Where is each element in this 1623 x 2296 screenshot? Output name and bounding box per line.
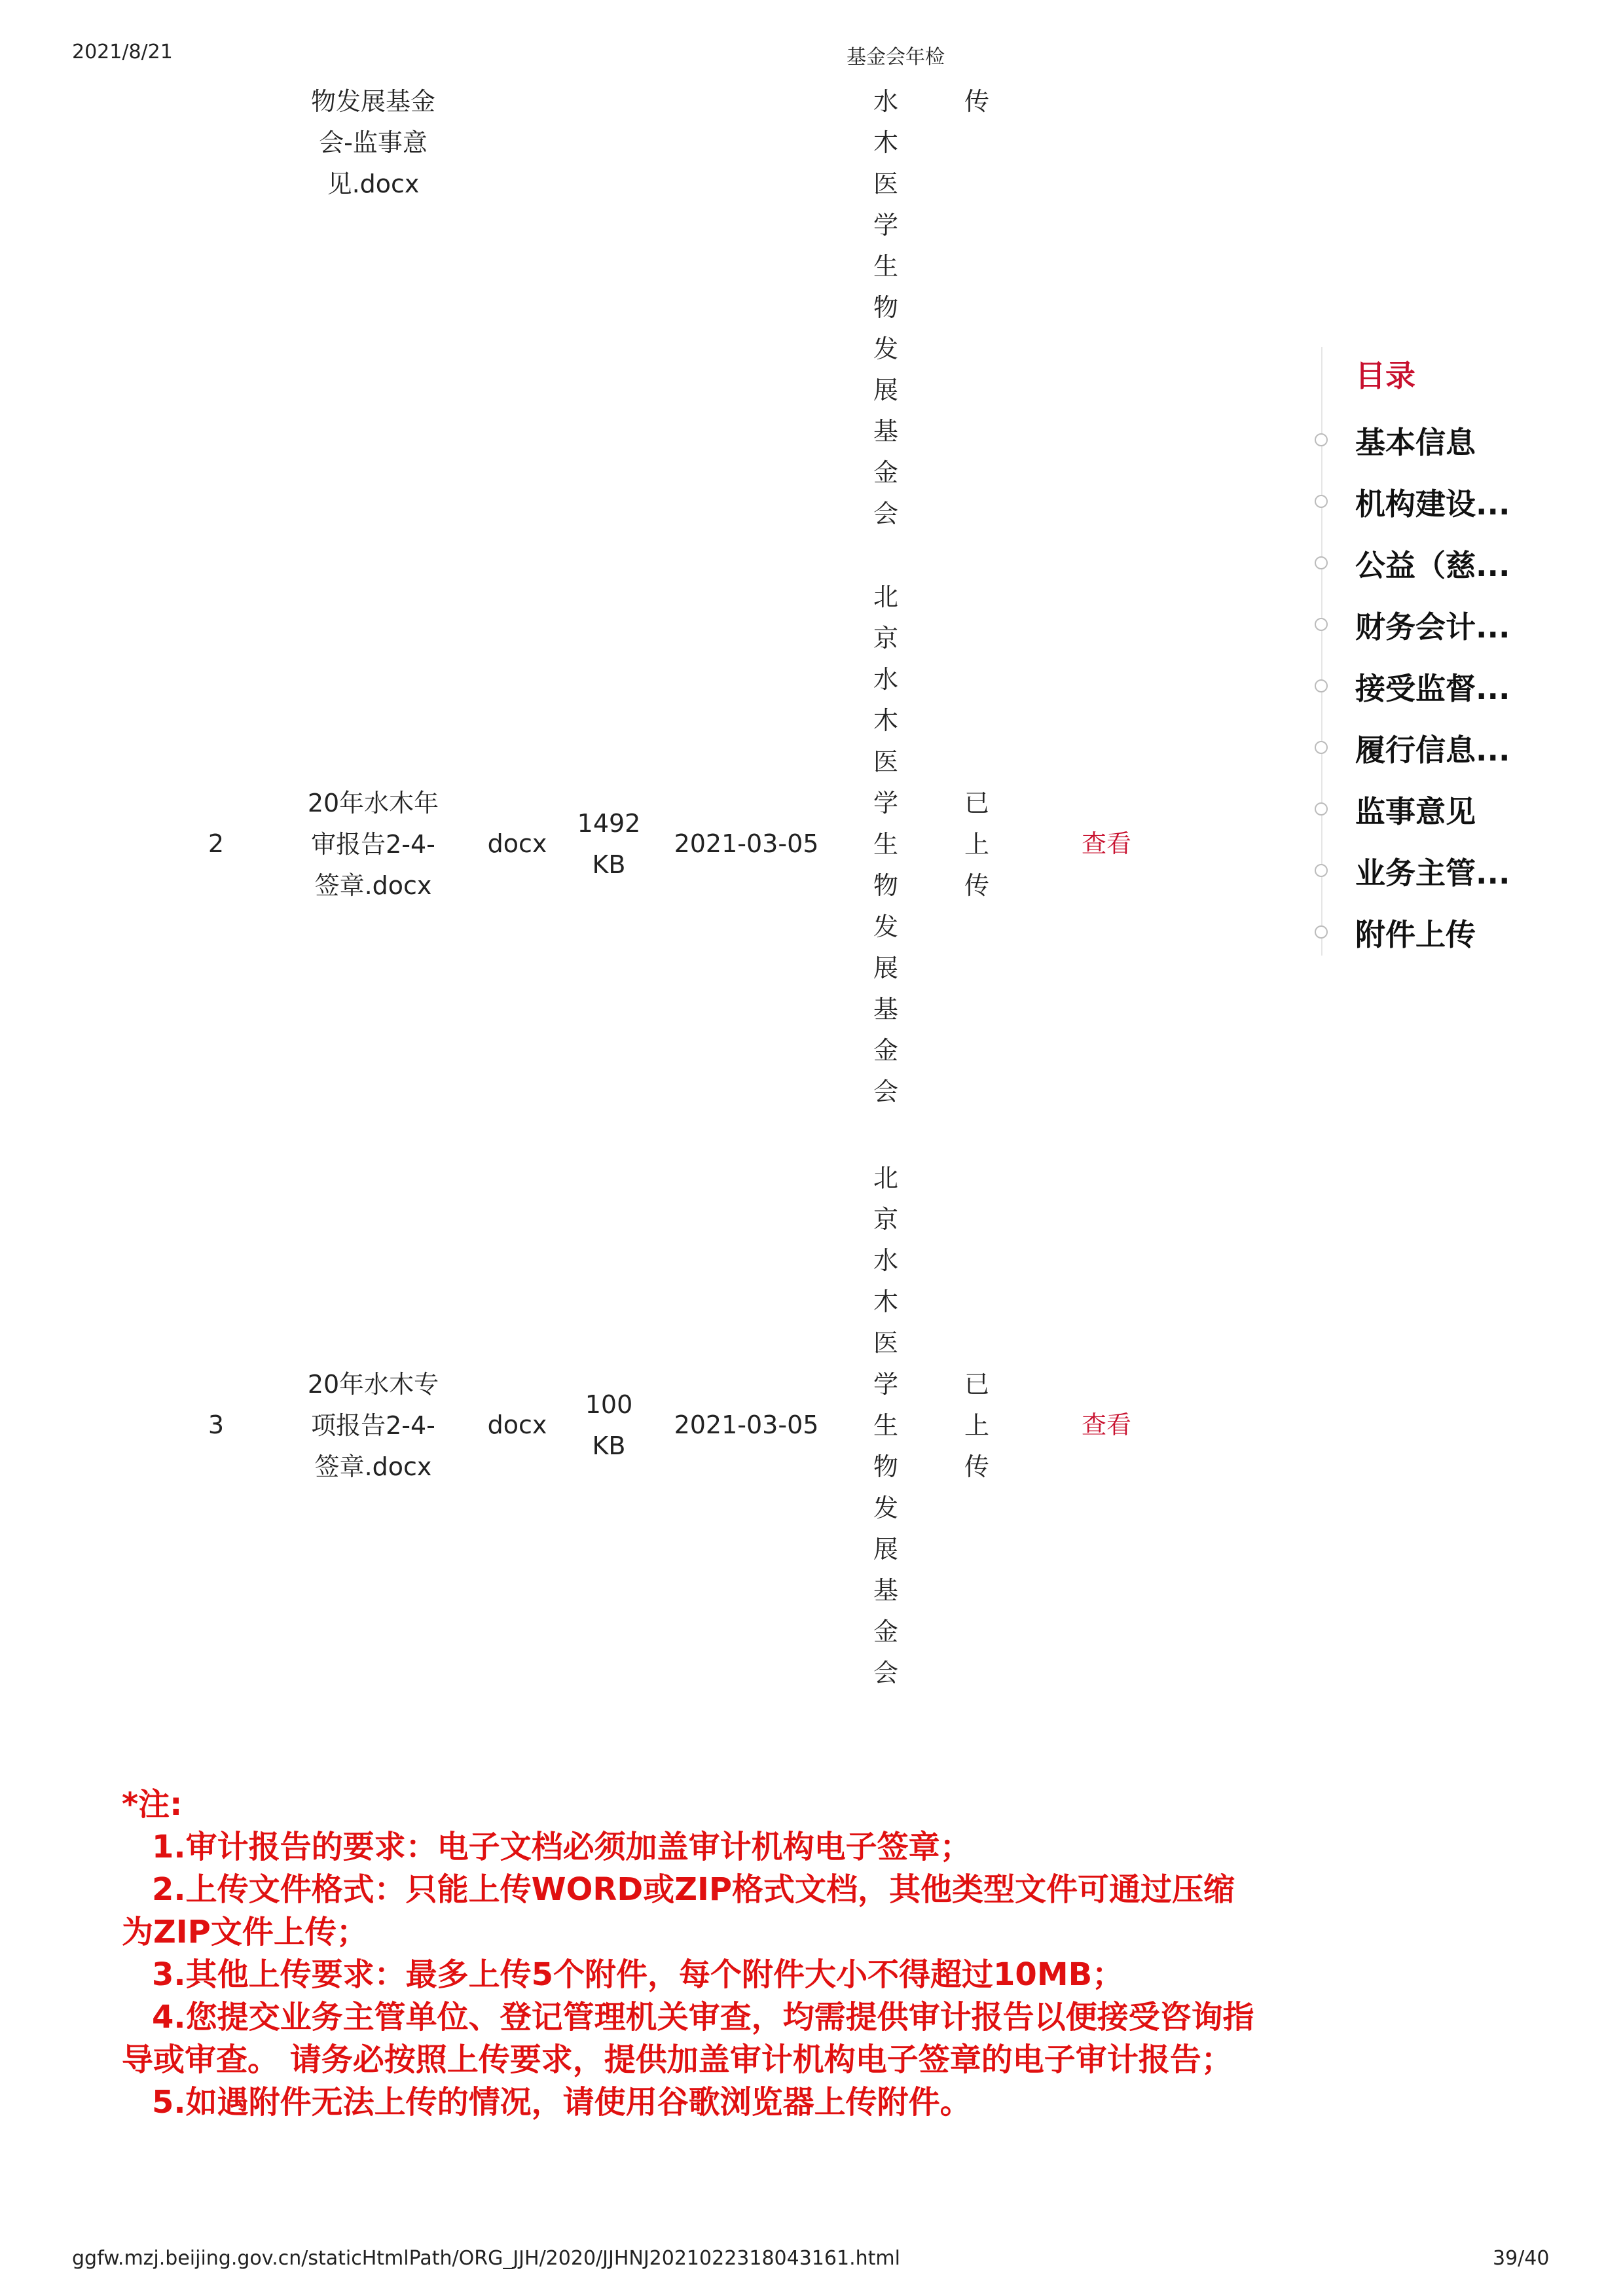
note-item: 3.其他上传要求：最多上传5个附件，每个附件大小不得超过10MB；	[152, 1956, 1124, 1993]
toc-item-charity[interactable]: 公益（慈...	[1313, 537, 1588, 583]
toc-item-disclosure[interactable]: 履行信息...	[1313, 721, 1588, 767]
file-name: 20年水木年 审报告2-4- 签章.docx	[307, 789, 439, 900]
circle-icon	[1315, 802, 1328, 816]
toc-item-attachments[interactable]: 附件上传	[1313, 906, 1588, 952]
circle-icon	[1315, 679, 1328, 692]
print-date: 2021/8/21	[72, 41, 173, 63]
file-size: 1492 KB	[577, 809, 641, 879]
toc-item-basic-info[interactable]: 基本信息	[1313, 414, 1588, 459]
upload-status: 已 上 传	[964, 789, 989, 900]
file-name: 20年水木专 项报告2-4- 签章.docx	[307, 1370, 439, 1481]
view-link[interactable]: 查看	[1081, 829, 1131, 858]
row-index: 2	[208, 829, 225, 858]
file-name: 物发展基金 会-监事意 见.docx	[310, 87, 435, 198]
note-item: 1.审计报告的要求：电子文档必须加盖审计机构电子签章；	[152, 1829, 972, 1865]
file-type: docx	[487, 1410, 547, 1439]
organization-name: 北 京 水 木 医 学 生 物 发 展 基 金 会	[873, 583, 898, 1106]
upload-date: 2021-03-05	[674, 1410, 819, 1439]
organization-name: 北 京 水 木 医 学 生 物 发 展 基 金 会	[873, 1164, 898, 1687]
note-item: 5.如遇附件无法上传的情况，请使用谷歌浏览器上传附件。	[152, 2084, 972, 2121]
upload-date: 2021-03-05	[674, 829, 819, 858]
toc-item-finance[interactable]: 财务会计...	[1313, 598, 1588, 644]
print-title: 基金会年检	[847, 46, 945, 69]
circle-icon	[1315, 618, 1328, 631]
circle-icon	[1315, 495, 1328, 508]
row-index: 3	[208, 1410, 225, 1439]
file-size: 100 KB	[585, 1390, 633, 1460]
circle-icon	[1315, 556, 1328, 569]
file-type: docx	[487, 829, 547, 858]
toc-title: 目录	[1355, 358, 1415, 393]
toc-item-supervisor-opinion[interactable]: 监事意见	[1313, 783, 1588, 829]
organization-name: 水 木 医 学 生 物 发 展 基 金 会	[873, 87, 898, 528]
circle-icon	[1315, 925, 1328, 939]
toc-item-supervision[interactable]: 接受监督...	[1313, 660, 1588, 706]
notes-title: *注:	[122, 1786, 183, 1823]
note-item: 2.上传文件格式：只能上传WORD或ZIP格式文档，其他类型文件可通过压缩为ZIP文件上传；	[122, 1871, 1235, 1950]
view-link[interactable]: 查看	[1081, 1410, 1131, 1439]
circle-icon	[1315, 864, 1328, 877]
upload-status: 已 上 传	[964, 1370, 989, 1481]
page-number: 39/40	[1493, 2247, 1550, 2270]
note-item: 4.您提交业务主管单位、登记管理机关审查，均需提供审计报告以便接受咨询指导或审查。 请务必按照上传要求，提供加盖审计机构电子签章的电子审计报告；	[122, 1999, 1254, 2078]
upload-status: 传	[964, 87, 989, 116]
circle-icon	[1315, 433, 1328, 446]
toc-item-authority[interactable]: 业务主管...	[1313, 844, 1588, 890]
circle-icon	[1315, 741, 1328, 754]
upload-notes	[122, 1784, 1261, 2124]
page-url: ggfw.mzj.beijing.gov.cn/staticHtmlPath/ORG_JJH/2020/JJHNJ2021022318043161.html	[72, 2247, 900, 2270]
toc-item-org-building[interactable]: 机构建设...	[1313, 475, 1588, 521]
